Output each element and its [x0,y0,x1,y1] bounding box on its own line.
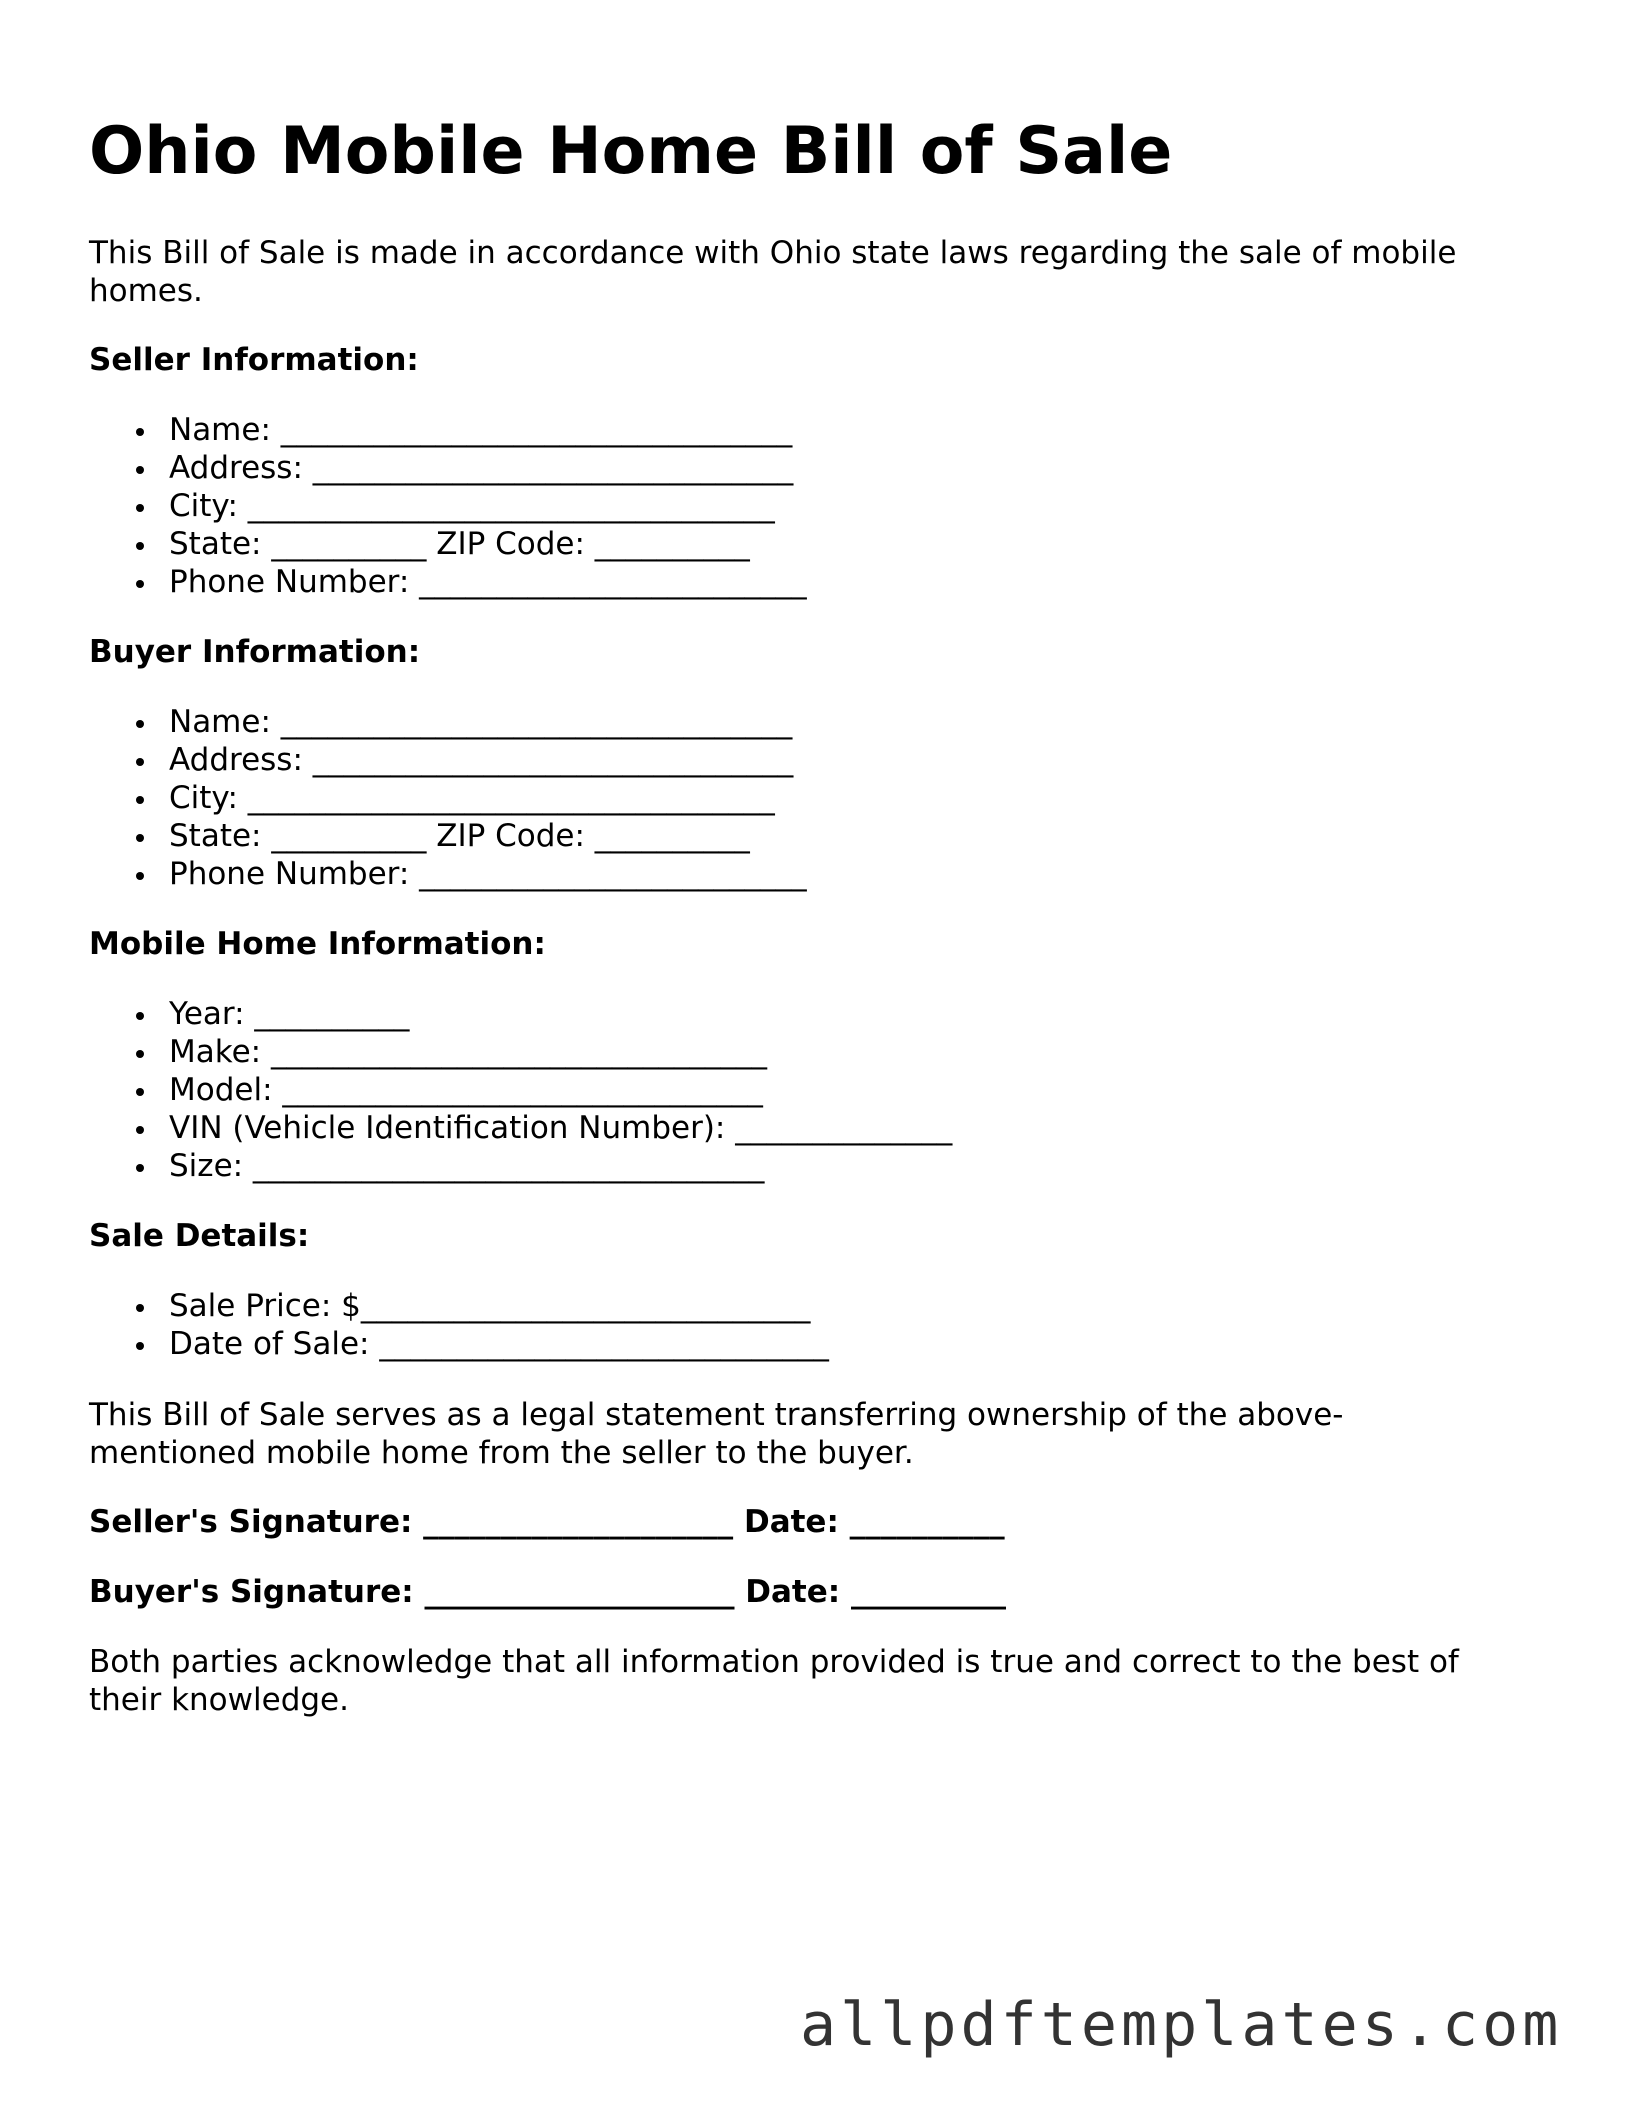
page-title: Ohio Mobile Home Bill of Sale [89,114,1173,189]
seller-signature-line[interactable]: Seller's Signature: ____________________ Date: __________ [89,1504,1005,1540]
home-make-field[interactable]: Make: ________________________________ [89,1033,952,1071]
buyer-state-zip-field[interactable]: State: __________ ZIP Code: __________ [89,817,807,855]
buyer-heading: Buyer Information: [89,634,421,670]
buyer-fields-list [89,703,807,893]
seller-heading: Seller Information: [89,342,419,378]
home-year-field[interactable]: Year: __________ [89,995,952,1033]
buyer-city-field[interactable]: City: __________________________________ [89,779,807,817]
buyer-phone-field[interactable]: Phone Number: _________________________ [89,855,807,893]
sale-fields-list [89,1287,829,1363]
buyer-name-field[interactable]: Name: _________________________________ [89,703,807,741]
sale-heading: Sale Details: [89,1218,310,1254]
seller-address-field[interactable]: Address: _______________________________ [89,449,807,487]
acknowledgement-paragraph: Both parties acknowledge that all information provided is true and correct to the best of their knowledge. [89,1644,1459,1718]
home-fields-list [89,995,952,1185]
watermark-text: allpdftemplates.com [800,1990,1563,2060]
intro-paragraph: This Bill of Sale is made in accordance with Ohio state laws regarding the sale of mobile homes. [89,235,1457,309]
buyer-address-field[interactable]: Address: _______________________________ [89,741,807,779]
home-model-field[interactable]: Model: _______________________________ [89,1071,952,1109]
home-vin-field[interactable]: VIN (Vehicle Identification Number): ______________ [89,1109,952,1147]
seller-city-field[interactable]: City: __________________________________ [89,487,807,525]
seller-fields-list [89,411,807,601]
seller-name-field[interactable]: Name: _________________________________ [89,411,807,449]
transfer-statement: This Bill of Sale serves as a legal statement transferring ownership of the above-mentioned mobile home from the seller to the buyer. [89,1397,1344,1471]
home-heading: Mobile Home Information: [89,926,546,962]
buyer-signature-line[interactable]: Buyer's Signature: ____________________ Date: __________ [89,1574,1006,1610]
seller-state-zip-field[interactable]: State: __________ ZIP Code: __________ [89,525,807,563]
sale-price-field[interactable]: Sale Price: $_____________________________ [89,1287,829,1325]
sale-date-field[interactable]: Date of Sale: _____________________________ [89,1325,829,1363]
home-size-field[interactable]: Size: _________________________________ [89,1147,952,1185]
seller-phone-field[interactable]: Phone Number: _________________________ [89,563,807,601]
